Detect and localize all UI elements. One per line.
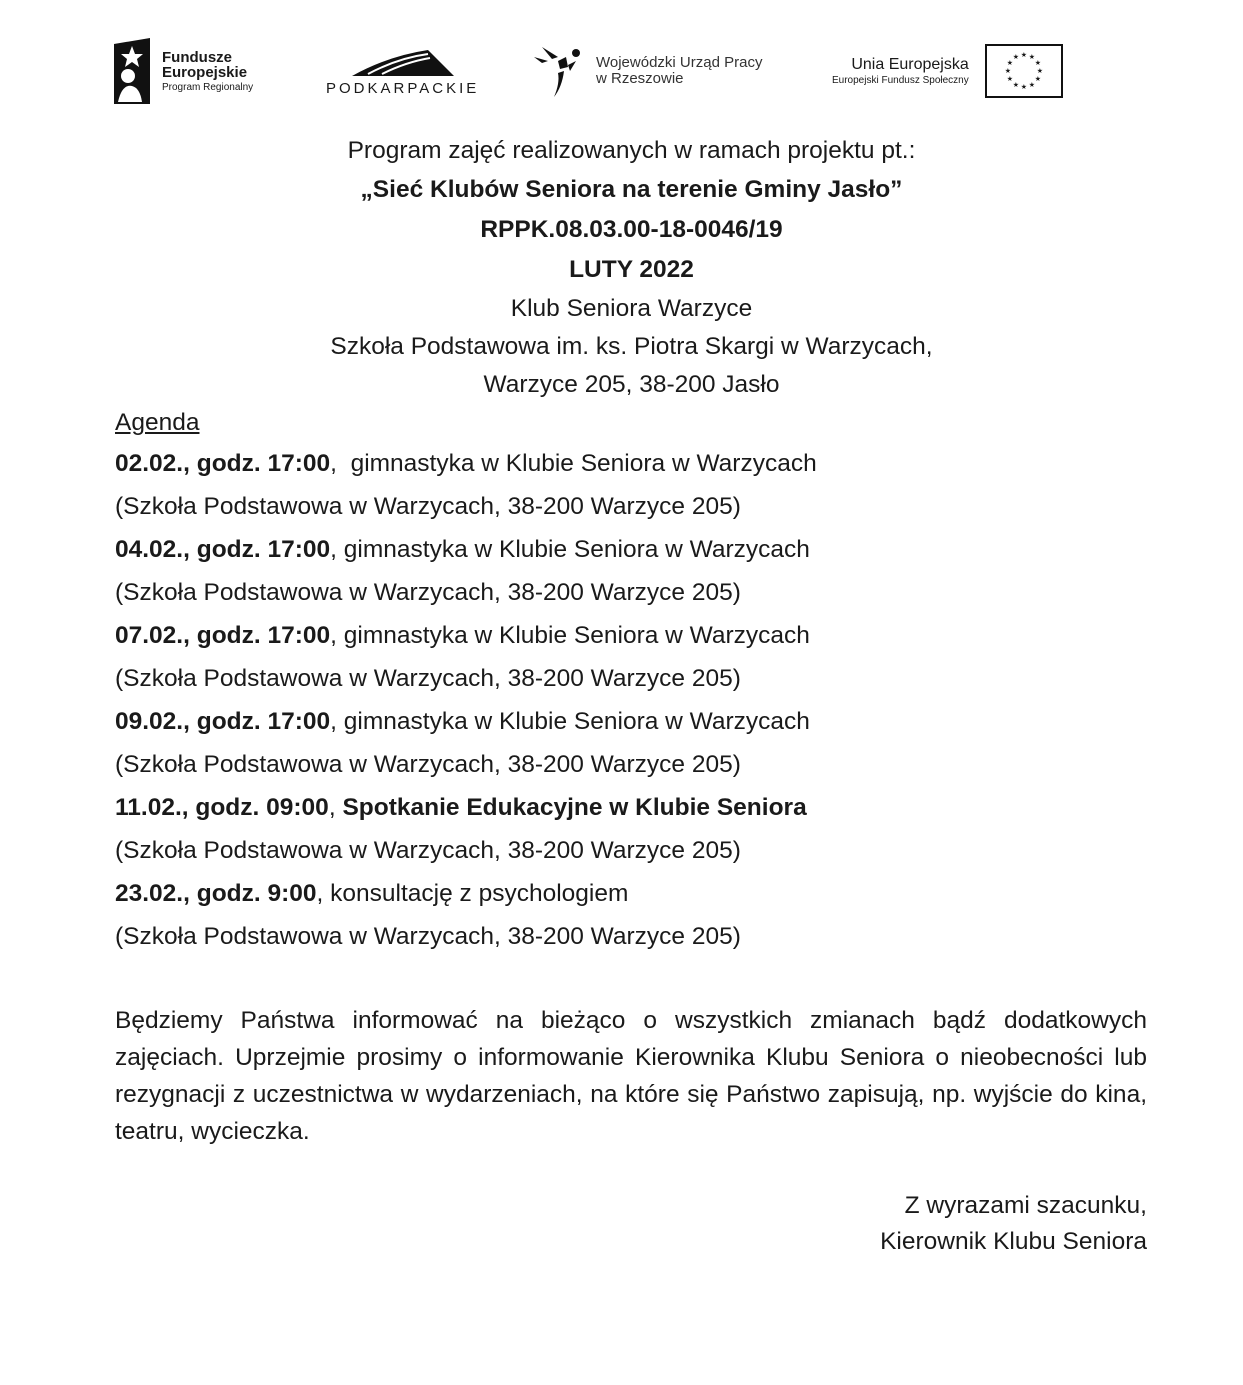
- agenda-item: [115, 872, 817, 958]
- club-address: Warzyce 205, 38-200 Jasło: [483, 371, 780, 398]
- agenda-item-where: (Szkoła Podstawowa w Warzycach, 38-200 Warzyce 205): [115, 837, 741, 864]
- agenda-item-what: Spotkanie Edukacyjne w Klubie Seniora: [342, 794, 807, 821]
- signature: [880, 1188, 1147, 1260]
- agenda-item-what: gimnastyka w Klubie Seniora w Warzycach: [343, 622, 810, 649]
- signature-role: Kierownik Klubu Seniora: [880, 1228, 1147, 1255]
- fundusze-line1: Fundusze: [162, 48, 232, 66]
- agenda-item-what: konsultację z psychologiem: [330, 880, 629, 907]
- wup-figure-icon: [532, 43, 588, 99]
- agenda-item-what: gimnastyka w Klubie Seniora w Warzycach: [350, 450, 817, 477]
- unia-europejska-logo: [832, 34, 1063, 108]
- eu-flag-icon: ★ ★ ★ ★ ★ ★ ★ ★ ★ ★ ★ ★: [985, 44, 1063, 98]
- agenda-item: [115, 442, 817, 528]
- project-code: RPPK.08.03.00-18-0046/19: [480, 216, 783, 243]
- wup-line2: w Rzeszowie: [596, 70, 684, 87]
- project-title: „Sieć Klubów Seniora na terenie Gminy Jasło”: [360, 176, 903, 203]
- month-title: LUTY 2022: [569, 256, 694, 283]
- agenda-item-when: 07.02., godz. 17:00: [115, 622, 331, 649]
- fundusze-star-icon: [112, 36, 152, 106]
- agenda-item-where: (Szkoła Podstawowa w Warzycach, 38-200 Warzyce 205): [115, 493, 741, 520]
- agenda: [115, 404, 817, 958]
- ue-line2: Europejski Fundusz Społeczny: [832, 74, 969, 86]
- agenda-item-where: (Szkoła Podstawowa w Warzycach, 38-200 Warzyce 205): [115, 665, 741, 692]
- separator: ,: [328, 794, 343, 821]
- separator: ,: [316, 880, 331, 907]
- agenda-item: [115, 700, 817, 786]
- agenda-item: [115, 528, 817, 614]
- agenda-item-where: (Szkoła Podstawowa w Warzycach, 38-200 Warzyce 205): [115, 923, 741, 950]
- signature-greeting: Z wyrazami szacunku,: [904, 1192, 1147, 1219]
- agenda-item-when: 11.02., godz. 09:00: [115, 794, 329, 821]
- logo-bar: [112, 34, 1087, 108]
- agenda-item-what: gimnastyka w Klubie Seniora w Warzycach: [343, 708, 810, 735]
- fundusze-line2: Europejskie: [162, 63, 248, 81]
- wup-logo: [532, 34, 762, 108]
- header-intro: Program zajęć realizowanych w ramach projektu pt.:: [347, 137, 916, 164]
- agenda-item-what: gimnastyka w Klubie Seniora w Warzycach: [343, 536, 810, 563]
- podkarpackie-label: PODKARPACKIE: [326, 79, 480, 97]
- agenda-item-when: 09.02., godz. 17:00: [115, 708, 331, 735]
- agenda-item: [115, 786, 817, 872]
- agenda-item-where: (Szkoła Podstawowa w Warzycach, 38-200 Warzyce 205): [115, 579, 741, 606]
- agenda-item-where: (Szkoła Podstawowa w Warzycach, 38-200 Warzyce 205): [115, 751, 741, 778]
- agenda-item-when: 23.02., godz. 9:00: [115, 880, 317, 907]
- separator: ,: [330, 708, 344, 735]
- separator: ,: [330, 450, 351, 477]
- agenda-item: [115, 614, 817, 700]
- agenda-item-when: 02.02., godz. 17:00: [115, 450, 331, 477]
- school-name: Szkoła Podstawowa im. ks. Piotra Skargi w Warzycach,: [330, 333, 933, 360]
- document-header: [0, 132, 1243, 404]
- separator: ,: [330, 622, 344, 649]
- club-name: Klub Seniora Warzyce: [510, 295, 753, 322]
- fundusze-europejskie-logo: [112, 34, 253, 108]
- ue-line1: Unia Europejska: [851, 56, 969, 74]
- agenda-title: Agenda: [115, 409, 200, 436]
- agenda-item-when: 04.02., godz. 17:00: [115, 536, 331, 563]
- podkarpackie-mountain-icon: [348, 46, 458, 78]
- fundusze-line3: Program Regionalny: [162, 81, 254, 93]
- separator: ,: [330, 536, 344, 563]
- information-paragraph: Będziemy Państwa informować na bieżąco o wszystkich zmianach bądź dodatkowych zajęciach. Uprzejmie prosimy o informowanie Kierownika Klubu Seniora o nieobecności lub rezygnacji z uczestnictwa w wydarzeniach, na które się Państwo zapisują, np. wyjście do kina, teatru, wycieczka.: [115, 1007, 1147, 1145]
- podkarpackie-logo: [326, 34, 479, 108]
- wup-line1: Wojewódzki Urząd Pracy: [596, 53, 763, 71]
